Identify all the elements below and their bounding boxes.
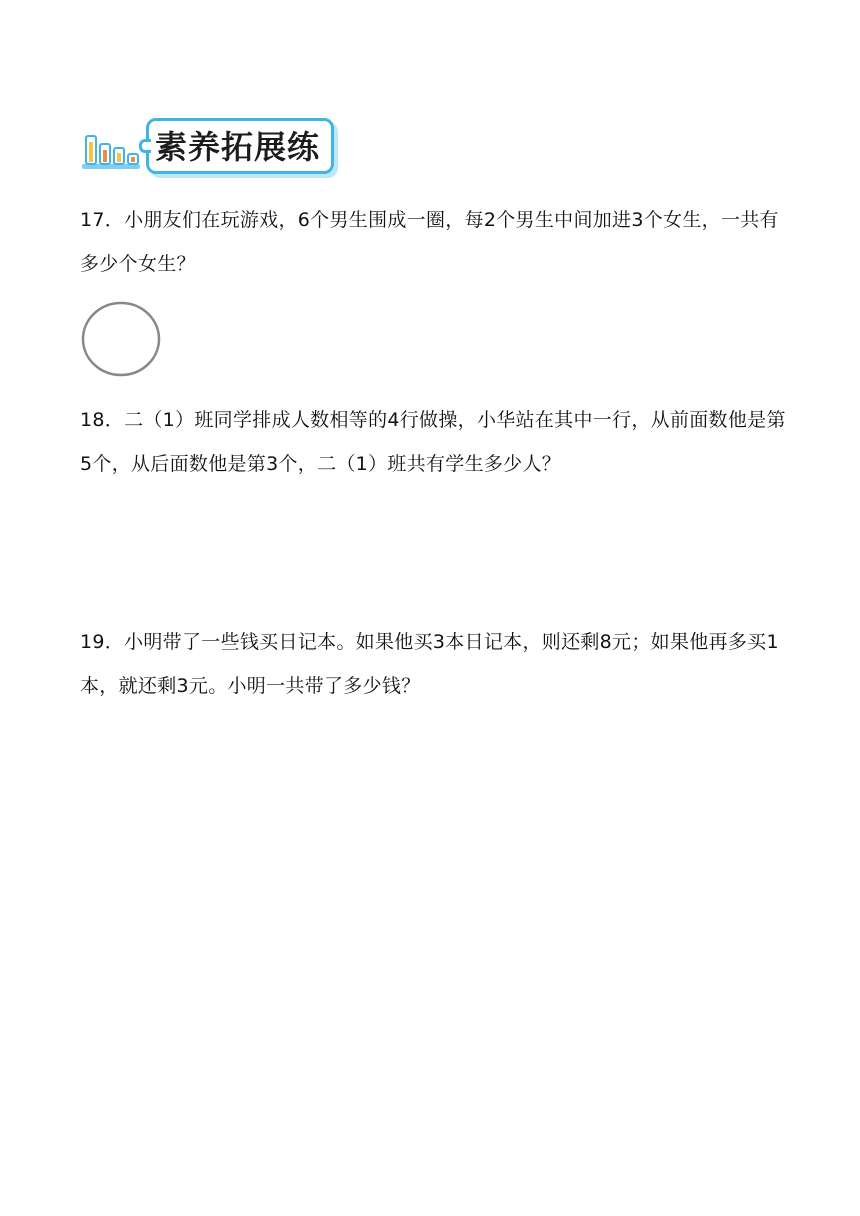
question-17: 17．小朋友们在玩游戏，6个男生围成一圈，每2个男生中间加进3个女生，一共有多少个女生？ — [80, 209, 779, 275]
bar-chart-icon — [80, 128, 144, 172]
question-19: 19．小明带了一些钱买日记本。如果他买3本日记本，则还剩8元；如果他再多买1本，就还剩3元。小明一共带了多少钱？ — [80, 631, 779, 697]
section-title: 素养拓展练 — [155, 128, 321, 166]
circle-diagram — [80, 300, 162, 378]
question-18: 18．二（1）班同学排成人数相等的4行做操，小华站在其中一行，从前面数他是第5个，从后面数他是第3个，二（1）班共有学生多少人？ — [80, 409, 786, 475]
section-banner — [80, 116, 340, 178]
section-title-box — [146, 118, 334, 174]
